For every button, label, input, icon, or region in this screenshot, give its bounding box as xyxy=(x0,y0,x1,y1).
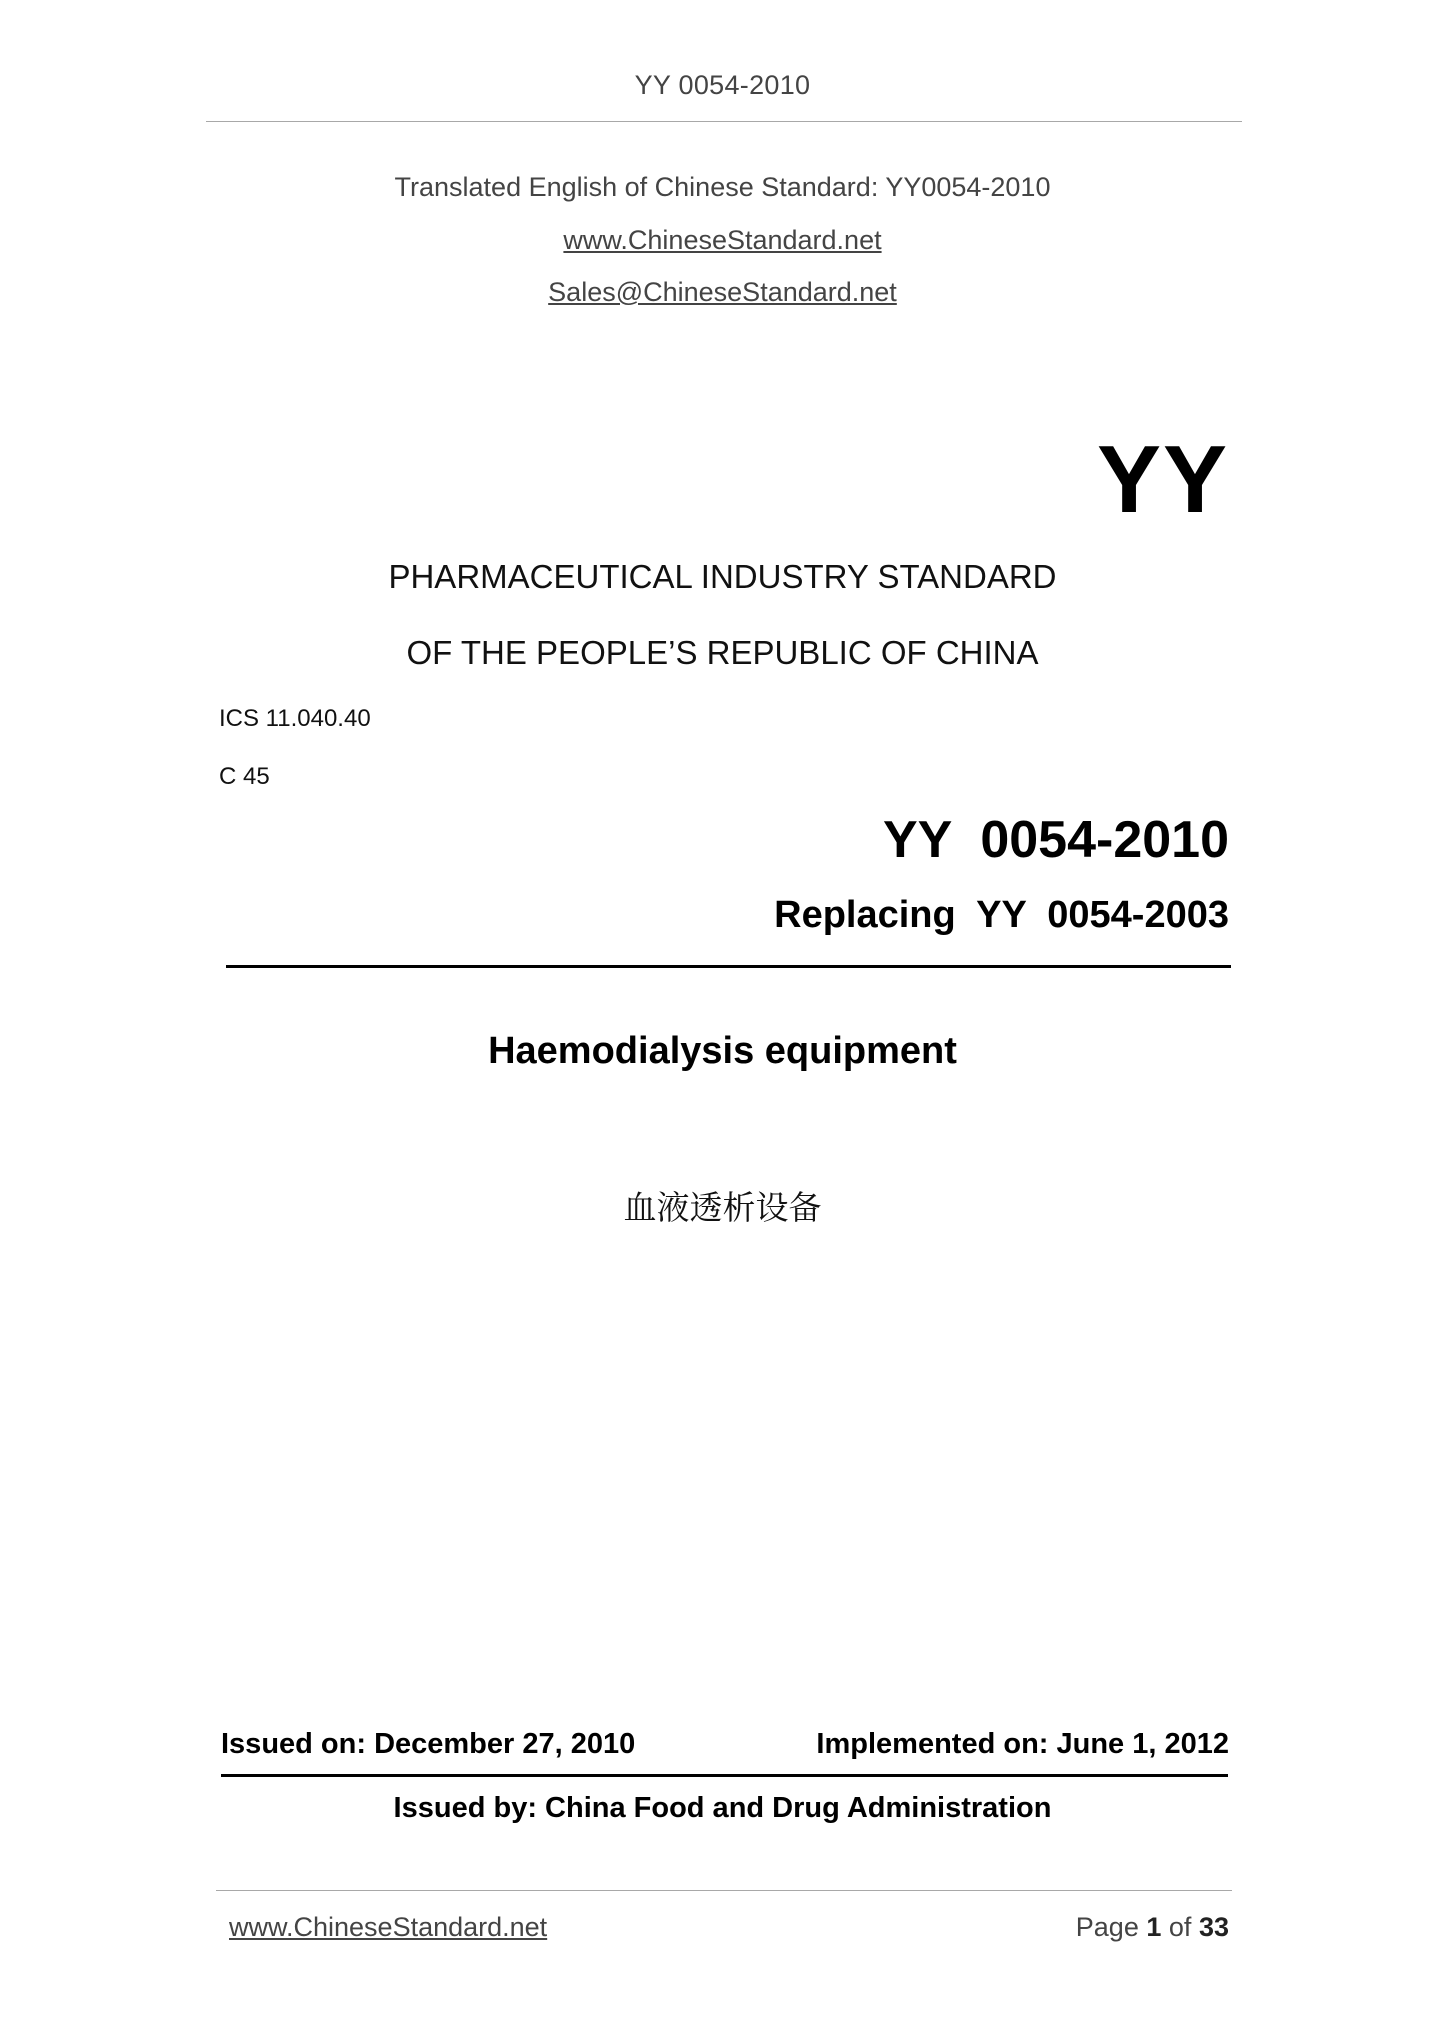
issuance-divider xyxy=(221,1774,1228,1777)
translation-notice: Translated English of Chinese Standard: YY0054-2010 xyxy=(394,172,1051,202)
document-title: Haemodialysis equipment xyxy=(488,1030,957,1072)
chinese-title: 血液透析设备 xyxy=(623,1188,822,1227)
standard-number: YY 0054-2010 xyxy=(883,811,1229,869)
running-header: YY 0054-2010 xyxy=(634,70,811,100)
implemented-on-date: Implemented on: June 1, 2012 xyxy=(816,1728,1229,1760)
website-link[interactable]: www.ChineseStandard.net xyxy=(563,225,882,255)
page-current: 1 xyxy=(1146,1912,1162,1942)
industry-standard-heading: PHARMACEUTICAL INDUSTRY STANDARD xyxy=(388,558,1057,595)
page-label: Page xyxy=(1075,1912,1139,1942)
replacing-standard: Replacing YY 0054-2003 xyxy=(774,894,1229,936)
standard-category-mark: YY xyxy=(1096,426,1229,533)
country-heading: OF THE PEOPLE’S REPUBLIC OF CHINA xyxy=(406,634,1039,671)
ics-code: ICS 11.040.40 xyxy=(219,705,371,732)
page-total: 33 xyxy=(1198,1912,1229,1942)
page-of: of xyxy=(1168,1912,1192,1942)
footer-website-link[interactable]: www.ChineseStandard.net xyxy=(229,1912,548,1942)
issuing-authority: Issued by: China Food and Drug Administration xyxy=(393,1792,1052,1824)
classification-code: C 45 xyxy=(219,763,270,790)
title-divider xyxy=(226,965,1231,968)
footer-divider xyxy=(216,1890,1232,1891)
issued-on-date: Issued on: December 27, 2010 xyxy=(221,1728,636,1760)
page-counter xyxy=(1076,1912,1229,1943)
email-line xyxy=(0,277,1445,308)
header-divider xyxy=(206,121,1242,122)
email-link[interactable]: Sales@ChineseStandard.net xyxy=(548,277,897,307)
website-line xyxy=(0,225,1445,256)
